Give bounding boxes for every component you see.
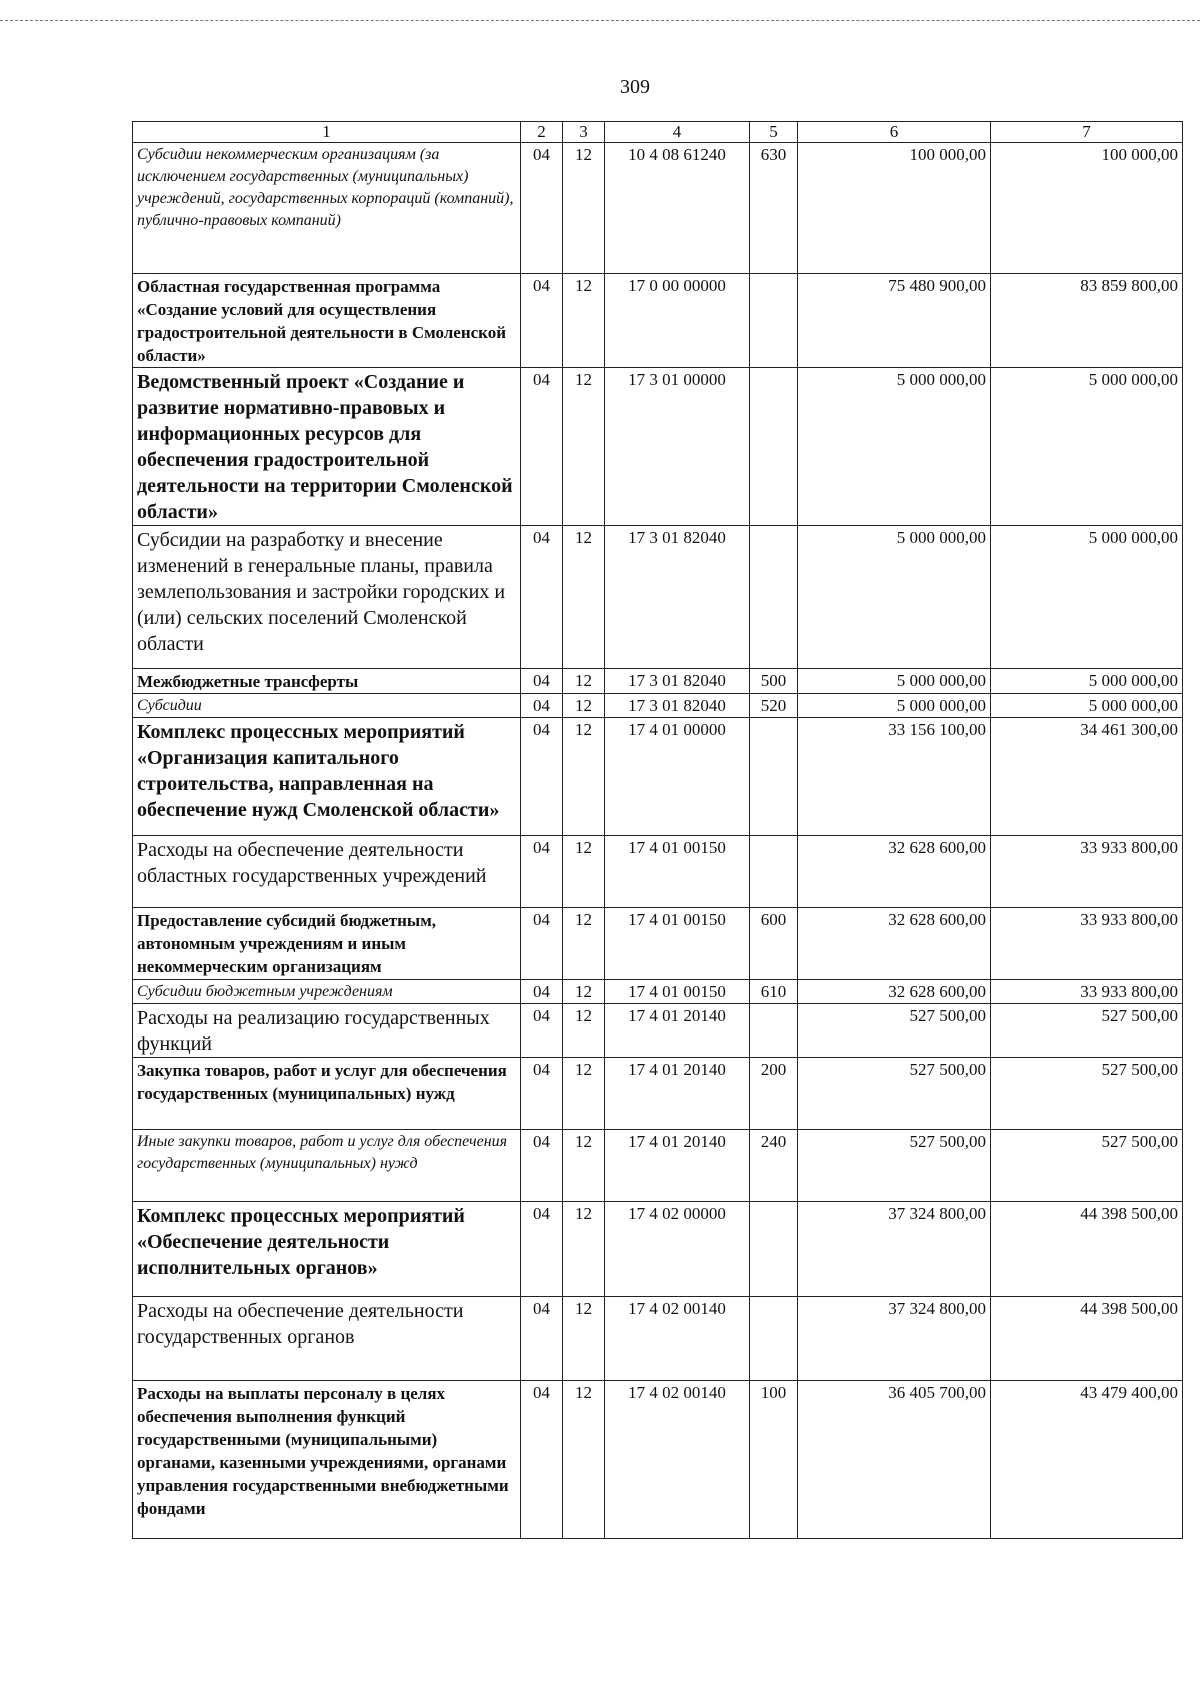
subsection-code: 12 [563,368,605,526]
expense-type-code: 520 [750,694,798,718]
target-article-code: 17 4 01 00150 [605,980,750,1004]
row-name: Комплекс процессных мероприятий «Обеспечение деятельности исполнительных органов» [133,1202,521,1297]
amount-year-1: 527 500,00 [798,1004,991,1058]
amount-year-2: 5 000 000,00 [991,526,1183,669]
amount-year-2: 527 500,00 [991,1130,1183,1202]
amount-year-1: 5 000 000,00 [798,526,991,669]
expense-type-code: 200 [750,1058,798,1130]
section-code: 04 [521,274,563,368]
scan-border-line [0,20,1200,21]
section-code: 04 [521,1202,563,1297]
section-code: 04 [521,694,563,718]
table-row [133,980,1183,1004]
section-code: 04 [521,718,563,836]
table-row [133,368,1183,526]
section-code: 04 [521,980,563,1004]
amount-year-1: 527 500,00 [798,1058,991,1130]
row-name: Расходы на реализацию государственных функций [133,1004,521,1058]
header-cell: 3 [563,122,605,143]
amount-year-1: 37 324 800,00 [798,1297,991,1381]
table-row [133,1130,1183,1202]
header-cell: 5 [750,122,798,143]
expense-type-code [750,718,798,836]
subsection-code: 12 [563,718,605,836]
section-code: 04 [521,368,563,526]
subsection-code: 12 [563,143,605,274]
expense-type-code: 100 [750,1381,798,1539]
target-article-code: 17 4 01 00150 [605,836,750,908]
section-code: 04 [521,526,563,669]
expense-type-code [750,1297,798,1381]
target-article-code: 17 4 01 00150 [605,908,750,980]
table-row [133,1297,1183,1381]
expense-type-code [750,1202,798,1297]
amount-year-2: 33 933 800,00 [991,908,1183,980]
target-article-code: 10 4 08 61240 [605,143,750,274]
target-article-code: 17 3 01 82040 [605,669,750,694]
row-name: Межбюджетные трансферты [133,669,521,694]
section-code: 04 [521,669,563,694]
target-article-code: 17 4 02 00140 [605,1297,750,1381]
target-article-code: 17 4 01 20140 [605,1058,750,1130]
row-name: Расходы на обеспечение деятельности областных государственных учреждений [133,836,521,908]
subsection-code: 12 [563,908,605,980]
target-article-code: 17 0 00 00000 [605,274,750,368]
section-code: 04 [521,1004,563,1058]
amount-year-2: 100 000,00 [991,143,1183,274]
row-name: Субсидии бюджетным учреждениям [133,980,521,1004]
subsection-code: 12 [563,1381,605,1539]
amount-year-2: 43 479 400,00 [991,1381,1183,1539]
amount-year-1: 100 000,00 [798,143,991,274]
row-name: Иные закупки товаров, работ и услуг для обеспечения государственных (муниципальных) нужд [133,1130,521,1202]
row-name: Расходы на выплаты персоналу в целях обеспечения выполнения функций государственными (муниципальными) органами, казенными учреждениями, органами управления государственными внебюджетными фондами [133,1381,521,1539]
row-name: Субсидии [133,694,521,718]
expense-type-code: 610 [750,980,798,1004]
table-row [133,274,1183,368]
subsection-code: 12 [563,274,605,368]
row-name: Закупка товаров, работ и услуг для обеспечения государственных (муниципальных) нужд [133,1058,521,1130]
row-name: Расходы на обеспечение деятельности государственных органов [133,1297,521,1381]
amount-year-1: 75 480 900,00 [798,274,991,368]
section-code: 04 [521,908,563,980]
target-article-code: 17 4 01 00000 [605,718,750,836]
expense-type-code: 240 [750,1130,798,1202]
subsection-code: 12 [563,1130,605,1202]
amount-year-1: 37 324 800,00 [798,1202,991,1297]
row-name: Предоставление субсидий бюджетным, автономным учреждениям и иным некоммерческим организациям [133,908,521,980]
header-cell: 7 [991,122,1183,143]
subsection-code: 12 [563,694,605,718]
amount-year-1: 36 405 700,00 [798,1381,991,1539]
amount-year-2: 527 500,00 [991,1004,1183,1058]
header-cell: 4 [605,122,750,143]
amount-year-2: 5 000 000,00 [991,368,1183,526]
subsection-code: 12 [563,669,605,694]
header-cell: 1 [133,122,521,143]
table-row [133,718,1183,836]
row-name: Субсидии некоммерческим организациям (за исключением государственных (муниципальных) учреждений, государственных корпораций (компаний), публично-правовых компаний) [133,143,521,274]
expense-type-code [750,274,798,368]
table-row [133,1004,1183,1058]
subsection-code: 12 [563,836,605,908]
target-article-code: 17 3 01 82040 [605,526,750,669]
target-article-code: 17 3 01 82040 [605,694,750,718]
subsection-code: 12 [563,526,605,669]
amount-year-1: 5 000 000,00 [798,368,991,526]
header-cell: 2 [521,122,563,143]
table-row [133,669,1183,694]
section-code: 04 [521,1381,563,1539]
row-name: Ведомственный проект «Создание и развитие нормативно-правовых и информационных ресурсов для обеспечения градостроительной деятельности на территории Смоленской области» [133,368,521,526]
amount-year-2: 83 859 800,00 [991,274,1183,368]
expense-type-code: 500 [750,669,798,694]
table-row [133,694,1183,718]
section-code: 04 [521,1130,563,1202]
subsection-code: 12 [563,1004,605,1058]
row-name: Областная государственная программа «Создание условий для осуществления градостроительной деятельности в Смоленской области» [133,274,521,368]
subsection-code: 12 [563,1202,605,1297]
amount-year-2: 5 000 000,00 [991,694,1183,718]
expense-type-code [750,1004,798,1058]
header-cell: 6 [798,122,991,143]
subsection-code: 12 [563,1297,605,1381]
expense-type-code: 630 [750,143,798,274]
amount-year-1: 527 500,00 [798,1130,991,1202]
section-code: 04 [521,1058,563,1130]
amount-year-2: 44 398 500,00 [991,1202,1183,1297]
header-row [133,122,1183,143]
budget-table [132,121,1183,1539]
section-code: 04 [521,836,563,908]
target-article-code: 17 4 02 00140 [605,1381,750,1539]
amount-year-2: 44 398 500,00 [991,1297,1183,1381]
expense-type-code: 600 [750,908,798,980]
amount-year-1: 32 628 600,00 [798,836,991,908]
table-row [133,908,1183,980]
amount-year-1: 32 628 600,00 [798,908,991,980]
subsection-code: 12 [563,1058,605,1130]
expense-type-code [750,836,798,908]
amount-year-2: 34 461 300,00 [991,718,1183,836]
amount-year-1: 5 000 000,00 [798,669,991,694]
row-name: Субсидии на разработку и внесение изменений в генеральные планы, правила землепользования и застройки городских и (или) сельских поселений Смоленской области [133,526,521,669]
page-number: 309 [620,76,650,98]
expense-type-code [750,526,798,669]
amount-year-2: 5 000 000,00 [991,669,1183,694]
section-code: 04 [521,1297,563,1381]
target-article-code: 17 4 02 00000 [605,1202,750,1297]
amount-year-1: 32 628 600,00 [798,980,991,1004]
table-row [133,1058,1183,1130]
amount-year-2: 33 933 800,00 [991,980,1183,1004]
target-article-code: 17 3 01 00000 [605,368,750,526]
table-row [133,836,1183,908]
subsection-code: 12 [563,980,605,1004]
table-row [133,143,1183,274]
table-row [133,1381,1183,1539]
target-article-code: 17 4 01 20140 [605,1004,750,1058]
amount-year-1: 5 000 000,00 [798,694,991,718]
amount-year-2: 33 933 800,00 [991,836,1183,908]
amount-year-1: 33 156 100,00 [798,718,991,836]
expense-type-code [750,368,798,526]
table-row [133,1202,1183,1297]
target-article-code: 17 4 01 20140 [605,1130,750,1202]
row-name: Комплекс процессных мероприятий «Организация капитального строительства, направленная на обеспечение нужд Смоленской области» [133,718,521,836]
section-code: 04 [521,143,563,274]
table-row [133,526,1183,669]
amount-year-2: 527 500,00 [991,1058,1183,1130]
